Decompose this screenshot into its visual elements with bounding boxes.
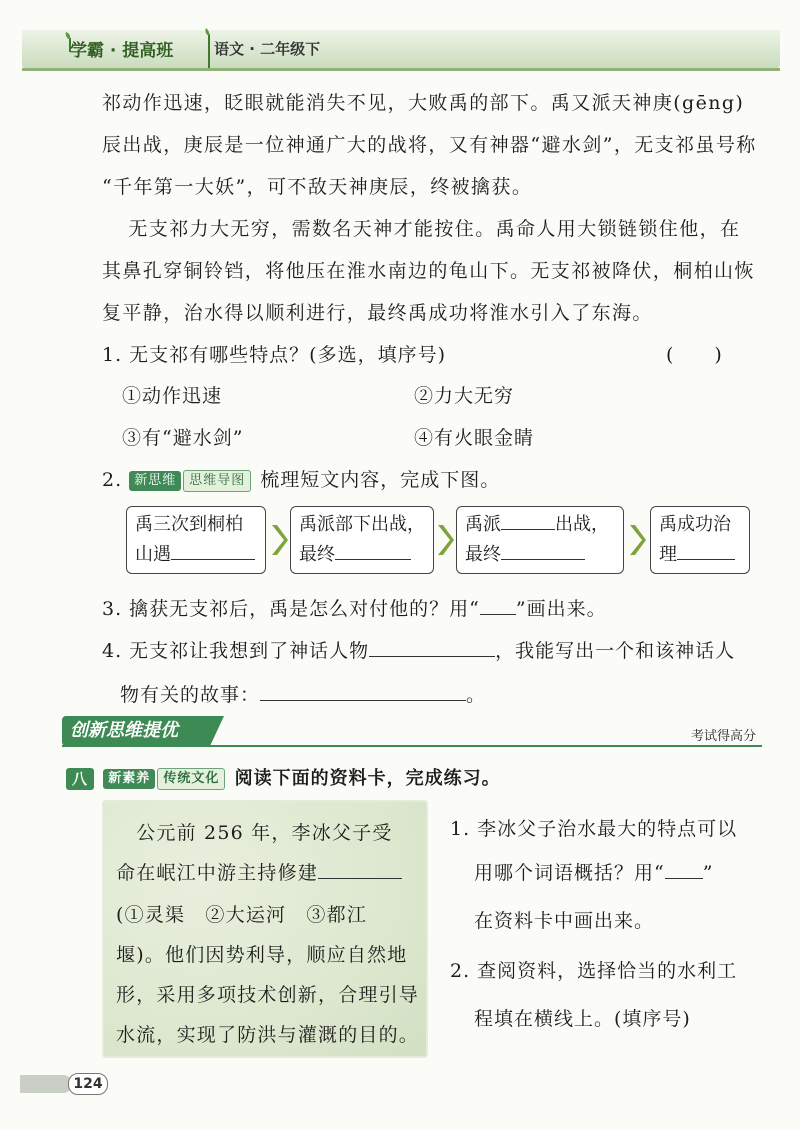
question-8-text: 阅读下面的资料卡，完成练习。 [234, 768, 501, 789]
chevron-right-icon [436, 523, 454, 557]
section-subtitle: 考试得高分 [690, 729, 756, 744]
card-line: (①灵渠 ②大运河 ③都江 [116, 904, 368, 926]
underline-sample [480, 614, 516, 615]
flow-box-text: 山遇 [135, 540, 257, 570]
subject-title: 语文 · 二年级下 [214, 40, 321, 58]
answer-blank[interactable] [260, 700, 466, 701]
question-4-cont: 物有关的故事： 。 [120, 684, 487, 706]
answer-blank[interactable] [501, 559, 585, 560]
option-3: ③有“避水剑” [122, 427, 244, 449]
brand-title: 学霸 · 提高班 [70, 41, 174, 61]
answer-blank[interactable] [501, 529, 555, 530]
option-1: ①动作迅速 [122, 385, 223, 407]
passage-line: 其鼻孔穿铜铃铛，将他压在淮水南边的龟山下。无支祁被降伏，桐柏山恢 [102, 260, 755, 282]
card-line: 堰)。他们因势利导，顺应自然地 [116, 944, 408, 966]
section-rule [62, 745, 762, 747]
flow-box-3 [456, 506, 624, 574]
flow-box-text: 理 [659, 540, 741, 570]
section-title: 创新思维提优 [62, 716, 210, 746]
underline-sample [665, 878, 703, 879]
question-2-text: 梳理短文内容，完成下图。 [260, 469, 501, 491]
flow-box-4 [650, 506, 750, 574]
passage-line: 祁动作迅速，眨眼就能消失不见，大败禹的部下。禹又派天神庚(gēng) [102, 92, 745, 114]
answer-blank[interactable] [677, 559, 735, 560]
chevron-right-icon [270, 523, 288, 557]
flow-box-text: 禹三次到桐柏 [135, 514, 243, 535]
question-8 [66, 764, 501, 790]
divider-icon [204, 28, 214, 68]
option-2: ②力大无穷 [414, 385, 515, 407]
header-rule [22, 68, 780, 71]
question-3: 3. 擒获无支祁后，禹是怎么对付他的？用“ ”画出来。 [102, 598, 607, 620]
card-question-2-cont: 程填在横线上。(填序号) [474, 1008, 691, 1030]
answer-blank[interactable] [335, 559, 411, 560]
question-1: 1. 无支祁有哪些特点？(多选，填序号) [102, 344, 446, 366]
tag-mind-map: 思维导图 [183, 470, 251, 492]
passage-line: 辰出战，庚辰是一位神通广大的战将，又有神器“避水剑”，无支祁虽号称 [102, 134, 757, 156]
answer-paren[interactable]: ( ) [666, 344, 723, 366]
card-line: 公元前 256 年，李冰父子受 [116, 822, 393, 844]
page-number: 124 [68, 1073, 108, 1095]
flow-box-text: 最终 [299, 540, 425, 570]
question-number: 八 [66, 768, 94, 790]
chevron-right-icon [628, 523, 646, 557]
info-card [102, 800, 428, 1058]
tag-new-literacy: 新素养 [103, 769, 155, 789]
page-tab [20, 1075, 72, 1093]
flow-box-text: 禹派 出战， [465, 514, 609, 535]
passage-line: 无支祁力大无穷，需数名天神才能按住。禹命人用大锁链锁住他，在 [108, 218, 741, 240]
answer-blank[interactable] [369, 656, 495, 657]
tag-traditional-culture: 传统文化 [157, 768, 225, 790]
flow-box-text: 禹成功治 [659, 514, 731, 535]
page-header [22, 18, 780, 70]
card-line: 形，采用多项技术创新，合理引导 [116, 984, 420, 1006]
card-question-1: 1. 李冰父子治水最大的特点可以 [450, 818, 738, 840]
card-question-2: 2. 查阅资料，选择恰当的水利工 [450, 960, 738, 982]
card-question-1-cont: 在资料卡中画出来。 [474, 910, 655, 932]
answer-blank[interactable] [171, 559, 255, 560]
option-4: ④有火眼金睛 [414, 427, 535, 449]
flow-box-text: 最终 [465, 540, 615, 570]
section-header [62, 716, 762, 748]
passage-line: “千年第一大妖”，可不敌天神庚辰，终被擒获。 [102, 176, 533, 198]
question-2 [102, 465, 500, 492]
card-line: 命在岷江中游主持修建 [116, 858, 402, 885]
flow-box-text: 禹派部下出战， [299, 514, 425, 535]
question-4: 4. 无支祁让我想到了神话人物 ，我能写出一个和该神话人 [102, 640, 736, 662]
tag-new-thinking: 新思维 [129, 471, 181, 491]
flow-box-2 [290, 506, 434, 574]
card-line: 水流，实现了防洪与灌溉的目的。 [116, 1024, 420, 1046]
question-number: 2. [102, 469, 123, 491]
answer-blank[interactable] [318, 878, 402, 879]
card-question-1-cont: 用哪个词语概括？用“ ” [474, 862, 714, 884]
flow-box-1 [126, 506, 266, 574]
passage-line: 复平静，治水得以顺利进行，最终禹成功将淮水引入了东海。 [102, 302, 653, 324]
